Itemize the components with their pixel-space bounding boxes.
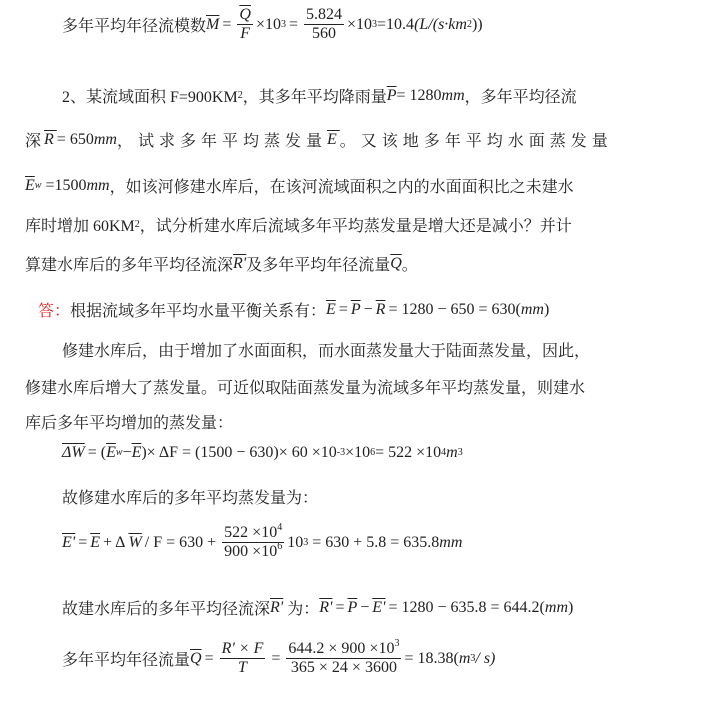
answer-para-1 bbox=[62, 338, 590, 361]
exp: 3 bbox=[394, 638, 400, 649]
problem-line-4: 库时增加 60KM 2 ，试分析建水库后流域多年平均蒸发量是增大还是减小？并计 bbox=[25, 213, 572, 236]
fraction bbox=[286, 640, 401, 678]
text: − bbox=[122, 444, 132, 461]
text: 。 bbox=[401, 257, 418, 274]
text: m bbox=[446, 444, 458, 461]
text: (L/(s·km bbox=[414, 15, 467, 33]
var: $\overline{W}$ bbox=[128, 533, 142, 551]
var: E' bbox=[372, 598, 386, 616]
text: = ( bbox=[87, 444, 107, 461]
text: =1500 bbox=[45, 176, 87, 194]
text: R' × F bbox=[220, 640, 266, 659]
text: 多年平均年径流量 bbox=[62, 652, 191, 670]
var: F bbox=[240, 25, 251, 43]
text: = bbox=[204, 649, 214, 667]
text: 10 bbox=[287, 533, 304, 551]
exp: 4 bbox=[277, 522, 283, 533]
text: = bbox=[222, 15, 232, 33]
var: $\overline{E}$ bbox=[90, 533, 101, 551]
var: $\overline{\Delta W}$ bbox=[62, 444, 85, 461]
text: + Δ bbox=[103, 533, 126, 551]
text: 522 ×10 bbox=[224, 524, 278, 541]
text: mm bbox=[93, 130, 117, 148]
var: R' bbox=[319, 598, 333, 616]
var: $\overline{E}$ bbox=[131, 444, 142, 461]
text: m bbox=[458, 649, 471, 667]
var: $\overline{E}$ bbox=[326, 130, 340, 148]
text: 5.824 bbox=[304, 6, 344, 25]
text: 560 bbox=[312, 25, 336, 43]
text: 。又该地多年平均水面蒸发量 bbox=[339, 133, 613, 150]
text: = 1280 − 650 = 630( bbox=[388, 300, 521, 318]
text: ) bbox=[543, 300, 550, 318]
text: ，试分析建水库后流域多年平均蒸发量是增大还是减小？并计 bbox=[139, 218, 572, 235]
text: mm bbox=[439, 533, 463, 551]
text: 库时增加 60KM bbox=[25, 218, 135, 235]
text: ，如该河修建水库后，在该河流域面积之内的水面面积比之未建水 bbox=[109, 179, 574, 196]
text: 库后多年平均增加的蒸发量： bbox=[25, 415, 234, 432]
text: mm bbox=[544, 598, 568, 616]
text: = bbox=[271, 649, 281, 667]
text: =10.4 bbox=[377, 15, 415, 33]
text: = 1280 bbox=[396, 86, 442, 104]
fraction bbox=[222, 524, 284, 562]
text: = 522 ×10 bbox=[375, 444, 442, 461]
text: − bbox=[363, 300, 373, 318]
text: = bbox=[288, 15, 298, 33]
text: 644.2 × 900 ×10 bbox=[288, 640, 395, 657]
text: 多年平均年径流模数 bbox=[62, 18, 207, 36]
formula-e-prime: E' = $\overline{E}$ + Δ $\overline{W}$ / F = 630 + $\frac{522 \times 10^4}{900 \times 10^6}$ 10 3 = 630 + 5.8 = 635.8 mm bbox=[62, 522, 463, 561]
var: $\overline{R}$ bbox=[44, 130, 57, 148]
text: 365 × 24 × 3600 bbox=[290, 659, 397, 677]
text: )× ΔF = (1500 − 630)× 60 ×10 bbox=[141, 444, 337, 461]
text: ，其多年平均降雨量 bbox=[242, 89, 387, 106]
text: mm bbox=[520, 300, 544, 318]
text: = 630 + 5.8 = 635.8 bbox=[312, 533, 440, 551]
problem-line-1: 2、某流域面积 F=900KM 2 ，其多年平均降雨量 $\overline{P}$ = 1280 mm ，多年平均径流 bbox=[62, 84, 577, 107]
text: 及多年平均年径流量 bbox=[246, 257, 391, 274]
var: $\overline{E}$ bbox=[106, 444, 116, 461]
answer-para-3 bbox=[25, 410, 233, 433]
var: $\overline{E}$ bbox=[326, 300, 336, 318]
text: 根据流域多年平均水量平衡关系有： bbox=[70, 303, 327, 320]
text: 故修建水库后的多年平均蒸发量为： bbox=[62, 490, 319, 507]
var: $\overline{P}$ bbox=[347, 598, 358, 616]
var: R' bbox=[270, 598, 284, 616]
text: = 1280 − 635.8 = 644.2( bbox=[388, 598, 545, 616]
fraction bbox=[220, 640, 266, 678]
text: 修建水库后，由于增加了水面面积，而水面蒸发量大于陆面蒸发量，因此， bbox=[62, 343, 591, 360]
answer-label: 答： bbox=[38, 303, 71, 320]
text: 900 ×10 bbox=[224, 543, 278, 561]
text: ，多年平均径流 bbox=[464, 89, 577, 106]
var: $\overline{R}$ bbox=[375, 300, 386, 318]
text: 修建水库后增大了蒸发量。可近似取陆面蒸发量为流域多年平均蒸发量，则建水 bbox=[25, 380, 586, 397]
var: $\overline{P}$ bbox=[350, 300, 361, 318]
var: $\overline{Q}$ bbox=[190, 649, 202, 667]
problem-line-3: $\overline{E}$ w =1500 mm ，如该河修建水库后，在该河流域面积之内的水面面积比之未建水 bbox=[25, 174, 574, 197]
text: ，试求多年平均蒸发量 bbox=[116, 133, 327, 150]
text: ×10 bbox=[255, 15, 281, 33]
text: = bbox=[78, 533, 88, 551]
var: $\overline{M}$ bbox=[206, 15, 220, 33]
answer-para-5 bbox=[62, 596, 573, 619]
text: = bbox=[335, 598, 345, 616]
text: )) bbox=[471, 15, 483, 33]
formula-delta-w: $\overline{\Delta W}$ = ( $\overline{E}$ w − $\overline{E}$ )× ΔF = (1500 − 630)× 60 ×10 -3 ×10 6 = 522 ×10 4 m 3 bbox=[62, 444, 463, 461]
problem-line-5 bbox=[25, 252, 418, 275]
text: 2、某流域面积 F=900KM bbox=[62, 89, 238, 106]
text: = bbox=[338, 300, 348, 318]
text: T bbox=[238, 659, 247, 677]
exp: 6 bbox=[277, 541, 283, 553]
text: / F = 630 + bbox=[144, 533, 217, 551]
text: 深 bbox=[25, 133, 45, 150]
var: R' bbox=[233, 254, 247, 272]
fraction bbox=[237, 6, 253, 44]
var: $\overline{E}$ bbox=[25, 176, 35, 194]
var: $\overline{Q}$ bbox=[390, 254, 402, 272]
text: 算建水库后的多年平均径流深 bbox=[25, 257, 234, 274]
text: − bbox=[360, 598, 370, 616]
text: ×10 bbox=[345, 444, 371, 461]
var: E' bbox=[62, 533, 76, 551]
var: $\overline{Q}$ bbox=[237, 6, 253, 25]
formula-runoff-modulus: 多年平均年径流模数 $\overline{M}$ = $\frac{\overline{Q}}{F}$ ×10 3 = $\frac{5.824}{560}$ ×10 3 =10.4 (L/(s·km 2 )) bbox=[62, 6, 483, 43]
answer-para-4 bbox=[62, 485, 318, 508]
text: mm bbox=[441, 86, 465, 104]
text: = 18.38( bbox=[404, 649, 459, 667]
text: 故建水库后的多年平均径流深 bbox=[62, 601, 271, 618]
answer-para-2 bbox=[25, 375, 585, 398]
text: 为： bbox=[287, 601, 320, 618]
answer-line-1 bbox=[38, 298, 549, 321]
var: $\overline{P}$ bbox=[386, 86, 397, 104]
text: ) bbox=[568, 598, 574, 616]
formula-runoff-q: 多年平均年径流量 $\overline{Q}$ = $\frac{R' \times F}{T}$ = $\frac{644.2 \times 900 \times 10^3}{365 \times 24 \times 3600}$ = 18.38( m 3 / s) bbox=[62, 638, 496, 677]
text: mm bbox=[86, 176, 110, 194]
problem-line-2 bbox=[25, 128, 613, 151]
text: / s) bbox=[475, 649, 496, 667]
text: = 650 bbox=[56, 130, 94, 148]
fraction bbox=[304, 6, 344, 44]
text: ×10 bbox=[347, 15, 373, 33]
